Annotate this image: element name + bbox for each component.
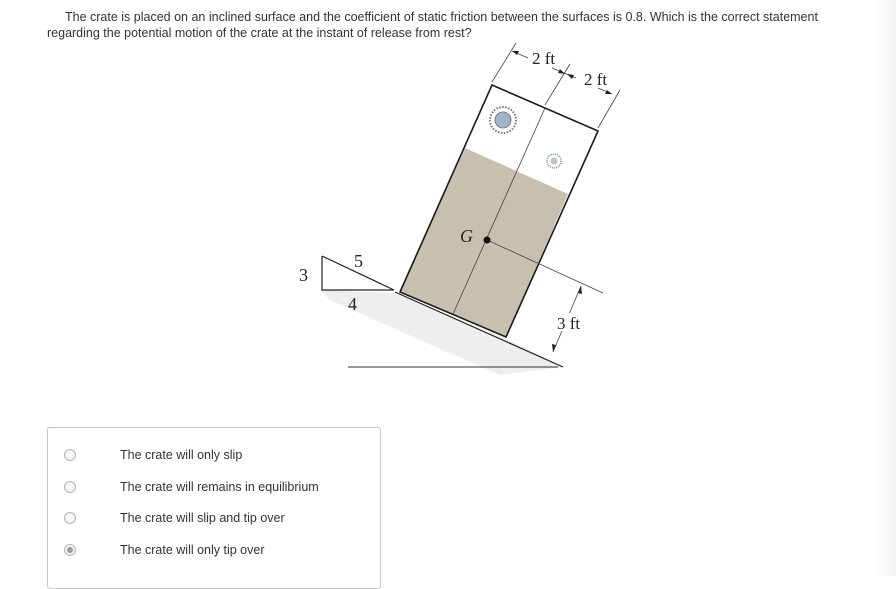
option-equilibrium[interactable] bbox=[48, 476, 378, 498]
option-only-tip[interactable] bbox=[48, 539, 378, 561]
light-icon-large bbox=[490, 107, 516, 133]
option-label: The crate will remains in equilibrium bbox=[120, 480, 319, 494]
dim-label-height: 3 ft bbox=[557, 314, 581, 333]
radio-button[interactable] bbox=[64, 449, 76, 461]
light-icon-small bbox=[547, 154, 561, 168]
center-of-gravity-dot bbox=[484, 237, 491, 244]
radio-button-selected[interactable] bbox=[64, 544, 76, 556]
option-label: The crate will slip and tip over bbox=[120, 511, 285, 525]
slope-label-hypotenuse: 5 bbox=[354, 251, 363, 271]
option-slip-and-tip[interactable] bbox=[48, 507, 378, 529]
page-edge-shade bbox=[872, 0, 896, 576]
arrow-head bbox=[512, 51, 519, 55]
dim-label-top-right: 2 ft bbox=[584, 70, 608, 89]
arrow-head bbox=[552, 344, 556, 352]
arrow-head bbox=[605, 90, 612, 94]
question-text: The crate is placed on an inclined surface and the coefficient of static friction between the surfaces is 0.8. Which is the correct statement regarding the potential motion of the crate at the instant of release from rest? bbox=[47, 10, 818, 40]
radio-button[interactable] bbox=[64, 481, 76, 493]
arrow-head bbox=[578, 286, 582, 294]
center-label: G bbox=[460, 226, 473, 246]
option-label: The crate will only tip over bbox=[120, 543, 265, 557]
dim-label-top-left: 2 ft bbox=[532, 49, 556, 68]
arrow-head bbox=[558, 69, 565, 74]
radio-button[interactable] bbox=[64, 512, 76, 524]
answer-options bbox=[47, 427, 381, 589]
slope-label-adjacent: 4 bbox=[348, 294, 357, 314]
slope-label-opposite: 3 bbox=[299, 265, 308, 285]
option-only-slip[interactable] bbox=[48, 444, 378, 466]
option-label: The crate will only slip bbox=[120, 448, 243, 462]
dim-ext-left bbox=[492, 43, 516, 82]
dim-ext-right bbox=[598, 90, 620, 128]
arrow-head bbox=[567, 74, 574, 79]
